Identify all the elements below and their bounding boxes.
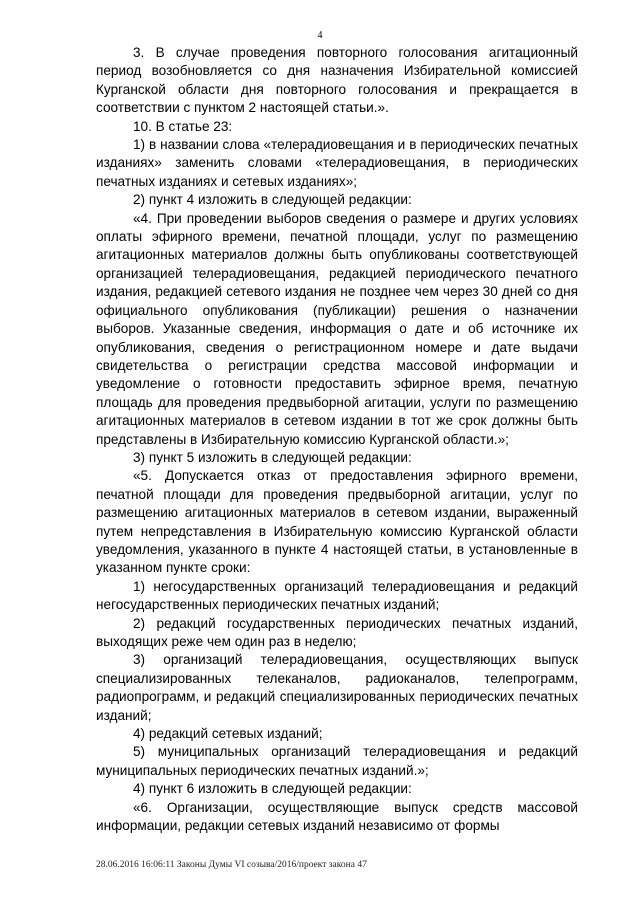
paragraph: 3. В случае проведения повторного голосования агитационный период возобновляется со дня назначения Избирательной комиссией Курганской области дня повторного голосования и прекращается в соответствии с пунктом 2 настоящей статьи.». [96,45,578,116]
paragraph: «4. При проведении выборов сведения о размере и других условиях оплаты эфирного времени, печатной площади, услуг по размещению агитационных материалов должны быть опубликованы соответствующей организацией телерадиовещания, редакцией периодического печатного издания, редакцией сетевого издания не позднее чем через 30 дней со дня официального опубликования (публикации) решения о назначении выборов. Указанные сведения, информация о дате и об источнике их опубликования, сведения о регистрационном номере и дате выдачи свидетельства о регистрации средства массовой информации и уведомление о готовности предоставить эфирное время, печатную площадь для проведения предвыборной агитации, услуги по размещению агитационных материалов в сетевом издании в тот же срок должны быть представлены в Избирательную комиссию Курганской области.»; [96,210,578,447]
document-footer: 28.06.2016 16:06:11 Законы Думы VI созыва/2016/проект закона 47 [96,860,367,870]
paragraph: 10. В статье 23: [133,118,233,134]
paragraph: 2) редакций государственных периодических печатных изданий, выходящих реже чем один раз в неделю; [96,615,578,649]
paragraph: 1) в названии слова «телерадиовещания и в периодических печатных изданиях» заменить словами «телерадиовещания, в периодических печатных изданиях и сетевых изданиях»; [96,137,578,189]
paragraph: 5) муниципальных организаций телерадиовещания и редакций муниципальных периодических печатных изданий.»; [96,744,578,778]
paragraph: 3) организаций телерадиовещания, осуществляющих выпуск специализированных телеканалов, радиоканалов, телепрограмм, радиопрограмм, и редакций специализированных периодических печатных изданий; [96,652,578,723]
paragraph: 4) редакций сетевых изданий; [133,726,323,742]
page-number: 4 [317,30,323,41]
document-body [96,44,578,835]
paragraph: 2) пункт 4 изложить в следующей редакции: [133,192,412,208]
paragraph: «5. Допускается отказ от предоставления эфирного времени, печатной площади для проведения предвыборной агитации, услуг по размещению агитационных материалов в сетевом издании, выраженный путем непредставления в Избирательную комиссию Курганской области уведомления, указанного в пункте 4 настоящей статьи, в установленные в указанном пункте сроки: [96,468,578,576]
paragraph: 4) пункт 6 изложить в следующей редакции: [133,781,412,797]
paragraph: 3) пункт 5 изложить в следующей редакции: [133,449,412,465]
paragraph: «6. Организации, осуществляющие выпуск средств массовой информации, редакции сетевых изданий независимо от формы [96,799,578,834]
paragraph: 1) негосударственных организаций телерадиовещания и редакций негосударственных периодических печатных изданий; [96,578,578,613]
